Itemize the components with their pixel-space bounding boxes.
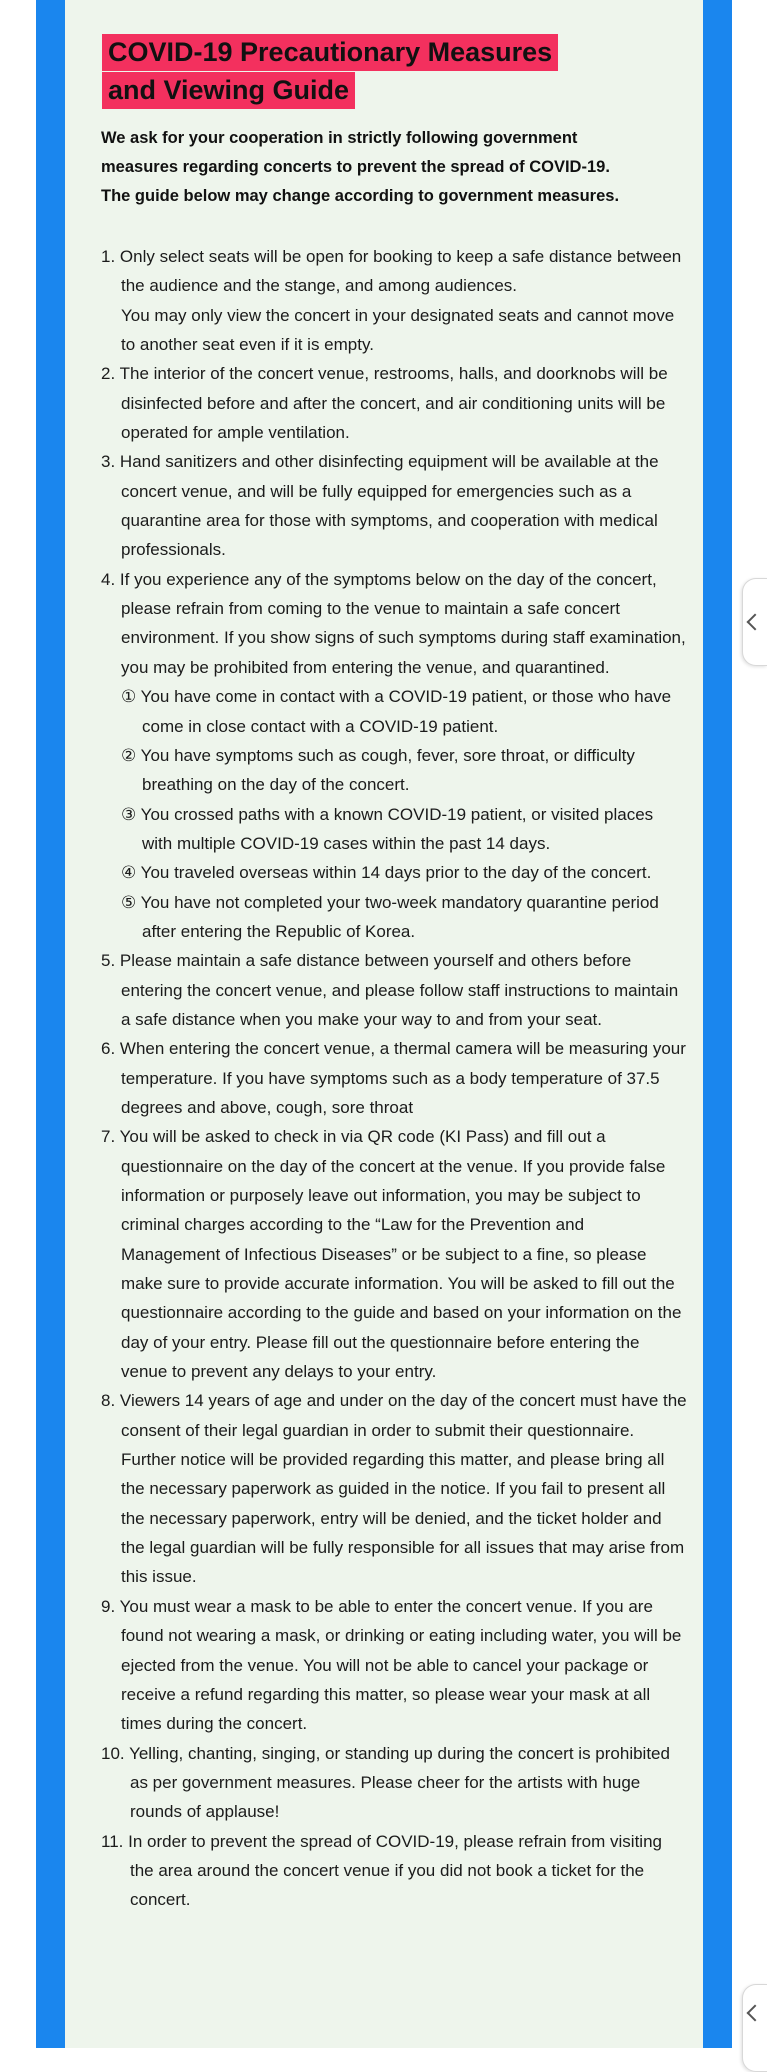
- side-scroll-tab[interactable]: [742, 578, 767, 666]
- title-line: and Viewing Guide: [102, 72, 355, 109]
- item-text: You must wear a mask to be able to enter the concert venue. If you are found not wearing a mask, or drinking or eating including water, you will be ejected from the venue. You will not be able to cancel your package or receive a refund regarding this matter, so please wear your mask at all times during the concert.: [119, 1596, 682, 1734]
- symptom-item: [121, 888, 687, 947]
- list-item: [101, 946, 687, 1034]
- symptom-mark: ③: [121, 804, 137, 824]
- symptom-item: [121, 741, 687, 800]
- list-item: [101, 1034, 687, 1122]
- symptom-item: [121, 800, 687, 859]
- list-item: [101, 1122, 687, 1386]
- chevron-left-icon: [747, 2005, 764, 2022]
- symptom-item: [121, 858, 687, 887]
- item-number: 5.: [101, 951, 116, 971]
- symptom-mark: ①: [121, 687, 137, 707]
- item-number: 6.: [101, 1039, 116, 1059]
- item-number: 9.: [101, 1596, 116, 1616]
- item-text: Please maintain a safe distance between yourself and others before entering the concert venue, and please follow staff instructions to maintain a safe distance when you make your way to and from your seat.: [119, 951, 679, 1029]
- symptom-text: You have symptoms such as cough, fever, sore throat, or difficulty breathing on the day of the concert.: [140, 745, 635, 795]
- intro-text: [101, 124, 681, 211]
- list-item: [101, 359, 687, 447]
- symptom-mark: ⑤: [121, 892, 137, 912]
- list-item: [101, 447, 687, 564]
- item-number: 8.: [101, 1391, 116, 1411]
- item-text: If you experience any of the symptoms below on the day of the concert, please refrain from coming to the venue to maintain a safe concert environment. If you show signs of such symptoms during staff examination, you may be prohibited from entering the venue, and quarantined.: [119, 569, 686, 677]
- guide-title: [102, 34, 558, 110]
- symptom-item: [121, 682, 687, 741]
- item-number: 1.: [101, 247, 116, 266]
- list-item: [101, 1592, 687, 1739]
- item-text: Yelling, chanting, singing, or standing up during the concert is prohibited as per government measures. Please cheer for the artists with huge rounds of applause!: [129, 1743, 670, 1822]
- list-item: [101, 1739, 687, 1827]
- item-number: 11.: [101, 1831, 124, 1851]
- item-text: You will be asked to check in via QR code (KI Pass) and fill out a questionnaire on the day of the concert at the venue. If you provide false information or purposely leave out information, you may be subject to criminal charges according to the “Law for the Prevention and Management of Infectious Diseases” or be subject to a fine, so please make sure to provide accurate information. You will be asked to fill out the questionnaire according to the guide and based on your information on the day of your entry. Please fill out the questionnaire before entering the venue to prevent any delays to your entry.: [119, 1127, 682, 1382]
- item-number: 3.: [101, 452, 116, 472]
- measures-list: [101, 242, 687, 1915]
- symptom-text: You have not completed your two-week mandatory quarantine period after entering the Republic of Korea.: [140, 892, 659, 941]
- symptom-text: You crossed paths with a known COVID-19 patient, or visited places with multiple COVID-19 cases within the past 14 days.: [140, 804, 654, 853]
- item-text: When entering the concert venue, a thermal camera will be measuring your temperature. If you have symptoms such as a body temperature of 37.5 degrees and above, cough, sore throat: [119, 1039, 686, 1117]
- list-item: [101, 1386, 687, 1591]
- symptom-mark: ②: [121, 745, 137, 765]
- symptom-list: [121, 682, 687, 946]
- symptom-text: You traveled overseas within 14 days prior to the day of the concert.: [140, 863, 652, 883]
- item-text: In order to prevent the spread of COVID-19, please refrain from visiting the area around the concert venue if you did not book a ticket for the concert.: [128, 1831, 662, 1910]
- symptom-text: You have come in contact with a COVID-19 patient, or those who have come in close contact with a COVID-19 patient.: [140, 687, 672, 736]
- symptom-mark: ④: [121, 863, 137, 883]
- intro-line: measures regarding concerts to prevent the spread of COVID-19.: [101, 158, 610, 176]
- item-text: Viewers 14 years of age and under on the day of the concert must have the consent of their legal guardian in order to submit their questionnaire. Further notice will be provided regarding this matter, and please bring all the necessary paperwork as guided in the notice. If you fail to present all the necessary paperwork, entry will be denied, and the ticket holder and the legal guardian will be fully responsible for all issues that may arise from this issue.: [119, 1391, 687, 1587]
- item-number: 10.: [101, 1743, 125, 1763]
- item-text: The interior of the concert venue, restrooms, halls, and doorknobs will be disinfected before and after the concert, and air conditioning units will be operated for ample ventilation.: [119, 364, 668, 443]
- side-scroll-tab-bottom[interactable]: [742, 1984, 767, 2072]
- item-text: Hand sanitizers and other disinfecting equipment will be available at the concert venue, and will be fully equipped for emergencies such as a quarantine area for those with symptoms, and cooperation with medical professionals.: [119, 452, 659, 560]
- list-item: [101, 1827, 687, 1915]
- item-number: 2.: [101, 364, 116, 384]
- intro-line: We ask for your cooperation in strictly following government: [101, 129, 578, 147]
- chevron-left-icon: [747, 614, 764, 631]
- title-line: COVID-19 Precautionary Measures: [102, 34, 558, 71]
- list-item: [101, 242, 687, 359]
- intro-line: The guide below may change according to government measures.: [101, 187, 620, 205]
- item-number: 7.: [101, 1127, 116, 1147]
- item-text: Only select seats will be open for booking to keep a safe distance between the audience and the stange, and among audiences.: [119, 247, 682, 296]
- list-item: [101, 565, 687, 946]
- item-number: 4.: [101, 569, 116, 589]
- item-text: You may only view the concert in your designated seats and cannot move to another seat even if it is empty.: [121, 305, 675, 355]
